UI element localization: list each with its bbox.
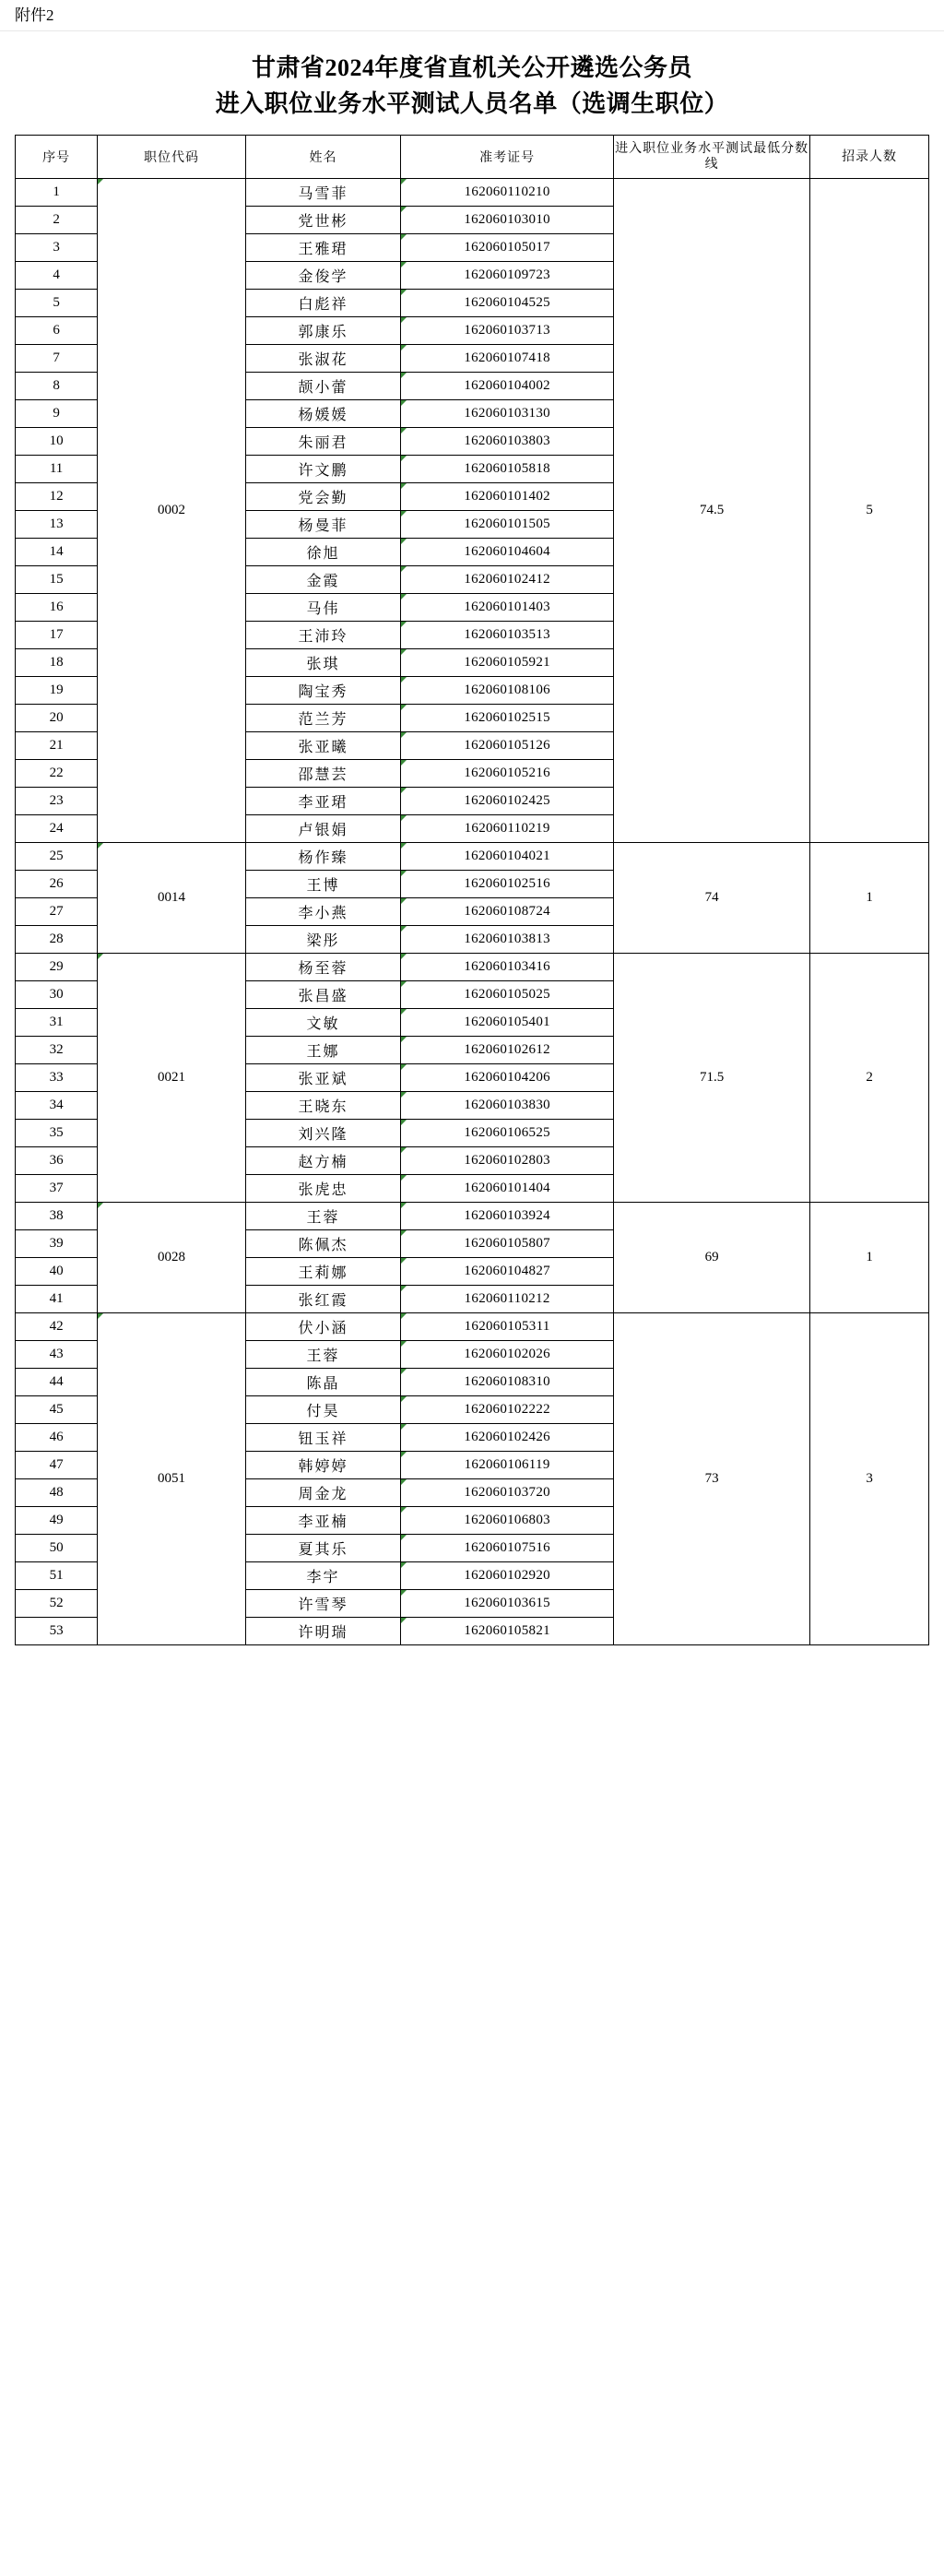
cell-ticket-no: 162060105401 [401,1009,614,1037]
cell-ticket-no: 162060101402 [401,483,614,511]
cell-name: 王雅珺 [245,234,400,262]
cell-seq: 14 [16,539,98,566]
table-body [16,179,929,1645]
cell-error-flag-icon [401,732,407,738]
roster-table-wrap [0,135,944,1656]
cell-error-flag-icon [401,705,407,710]
cell-ticket-no: 162060102426 [401,1424,614,1452]
cell-seq: 44 [16,1369,98,1396]
cell-ticket-no: 162060102222 [401,1396,614,1424]
cell-name: 许明瑞 [245,1618,400,1645]
cell-seq: 22 [16,760,98,788]
header-quota: 招录人数 [810,136,929,179]
cell-name: 党会勤 [245,483,400,511]
cell-ticket-no: 162060105807 [401,1230,614,1258]
cell-min-score: 74 [614,843,810,954]
cell-error-flag-icon [401,179,407,184]
cell-error-flag-icon [401,428,407,433]
cell-name: 朱丽君 [245,428,400,456]
cell-name: 王莉娜 [245,1258,400,1286]
cell-name: 刘兴隆 [245,1120,400,1147]
cell-seq: 38 [16,1203,98,1230]
cell-ticket-no: 162060105311 [401,1313,614,1341]
cell-error-flag-icon [401,843,407,849]
title-line-1: 甘肃省2024年度省直机关公开遴选公务员 [251,54,692,82]
cell-seq: 26 [16,871,98,898]
cell-error-flag-icon [401,1120,407,1125]
cell-position-code: 0021 [98,954,246,1203]
cell-name: 伏小涵 [245,1313,400,1341]
header-seq: 序号 [16,136,98,179]
cell-name: 金霞 [245,566,400,594]
cell-name: 杨曼菲 [245,511,400,539]
cell-seq: 8 [16,373,98,400]
cell-ticket-no: 162060110219 [401,815,614,843]
cell-seq: 42 [16,1313,98,1341]
cell-seq: 23 [16,788,98,815]
cell-name: 赵方楠 [245,1147,400,1175]
cell-ticket-no: 162060103924 [401,1203,614,1230]
cell-name: 金俊学 [245,262,400,290]
roster-table [15,135,929,1645]
cell-seq: 10 [16,428,98,456]
cell-error-flag-icon [401,317,407,323]
cell-name: 张琪 [245,649,400,677]
header-row [16,136,929,179]
cell-min-score: 69 [614,1203,810,1313]
cell-ticket-no: 162060102612 [401,1037,614,1064]
cell-name: 梁彤 [245,926,400,954]
cell-name: 张虎忠 [245,1175,400,1203]
cell-ticket-no: 162060104206 [401,1064,614,1092]
cell-name: 李亚珺 [245,788,400,815]
cell-seq: 1 [16,179,98,207]
cell-error-flag-icon [401,400,407,406]
cell-error-flag-icon [98,179,103,184]
cell-ticket-no: 162060103416 [401,954,614,981]
cell-ticket-no: 162060105216 [401,760,614,788]
cell-error-flag-icon [401,594,407,599]
cell-ticket-no: 162060103010 [401,207,614,234]
cell-seq: 3 [16,234,98,262]
cell-ticket-no: 162060103615 [401,1590,614,1618]
cell-name: 王沛玲 [245,622,400,649]
cell-ticket-no: 162060102516 [401,871,614,898]
cell-error-flag-icon [401,1396,407,1402]
cell-name: 徐旭 [245,539,400,566]
cell-seq: 13 [16,511,98,539]
cell-ticket-no: 162060104525 [401,290,614,317]
cell-error-flag-icon [401,456,407,461]
table-row [16,1203,929,1230]
cell-name: 许文鹏 [245,456,400,483]
cell-error-flag-icon [401,1147,407,1153]
cell-error-flag-icon [401,981,407,987]
cell-seq: 48 [16,1479,98,1507]
cell-ticket-no: 162060103830 [401,1092,614,1120]
cell-name: 党世彬 [245,207,400,234]
cell-name: 李小燕 [245,898,400,926]
cell-ticket-no: 162060106525 [401,1120,614,1147]
cell-error-flag-icon [401,1535,407,1540]
cell-ticket-no: 162060102412 [401,566,614,594]
cell-name: 付昊 [245,1396,400,1424]
cell-quota: 5 [810,179,929,843]
cell-name: 王博 [245,871,400,898]
cell-error-flag-icon [401,1203,407,1208]
cell-error-flag-icon [401,760,407,766]
cell-seq: 49 [16,1507,98,1535]
cell-ticket-no: 162060108106 [401,677,614,705]
cell-error-flag-icon [98,954,103,959]
cell-seq: 20 [16,705,98,732]
cell-seq: 52 [16,1590,98,1618]
cell-seq: 4 [16,262,98,290]
cell-name: 杨作臻 [245,843,400,871]
cell-seq: 35 [16,1120,98,1147]
cell-name: 邵慧芸 [245,760,400,788]
cell-error-flag-icon [401,1452,407,1457]
cell-name: 张淑花 [245,345,400,373]
cell-seq: 21 [16,732,98,760]
cell-ticket-no: 162060102803 [401,1147,614,1175]
cell-min-score: 74.5 [614,179,810,843]
cell-name: 马雪菲 [245,179,400,207]
cell-name: 张红霞 [245,1286,400,1313]
cell-ticket-no: 162060104604 [401,539,614,566]
cell-name: 夏其乐 [245,1535,400,1562]
cell-seq: 15 [16,566,98,594]
cell-quota: 2 [810,954,929,1203]
cell-ticket-no: 162060110210 [401,179,614,207]
cell-name: 张亚斌 [245,1064,400,1092]
cell-seq: 39 [16,1230,98,1258]
cell-seq: 29 [16,954,98,981]
attachment-label: 附件2 [15,6,54,24]
header-name: 姓名 [245,136,400,179]
cell-seq: 9 [16,400,98,428]
cell-name: 周金龙 [245,1479,400,1507]
cell-seq: 53 [16,1618,98,1645]
cell-ticket-no: 162060107516 [401,1535,614,1562]
cell-seq: 7 [16,345,98,373]
cell-ticket-no: 162060109723 [401,262,614,290]
cell-ticket-no: 162060105821 [401,1618,614,1645]
cell-seq: 11 [16,456,98,483]
cell-ticket-no: 162060107418 [401,345,614,373]
cell-name: 杨至蓉 [245,954,400,981]
cell-ticket-no: 162060103513 [401,622,614,649]
cell-ticket-no: 162060106119 [401,1452,614,1479]
cell-name: 韩婷婷 [245,1452,400,1479]
cell-seq: 5 [16,290,98,317]
cell-name: 王蓉 [245,1203,400,1230]
cell-name: 王蓉 [245,1341,400,1369]
cell-seq: 16 [16,594,98,622]
cell-error-flag-icon [401,207,407,212]
cell-position-code: 0002 [98,179,246,843]
table-header [16,136,929,179]
cell-name: 王娜 [245,1037,400,1064]
cell-name: 陈佩杰 [245,1230,400,1258]
cell-seq: 45 [16,1396,98,1424]
cell-error-flag-icon [401,262,407,267]
cell-name: 卢银娟 [245,815,400,843]
cell-ticket-no: 162060102026 [401,1341,614,1369]
cell-error-flag-icon [401,1424,407,1430]
cell-seq: 17 [16,622,98,649]
cell-ticket-no: 162060102425 [401,788,614,815]
cell-seq: 6 [16,317,98,345]
cell-ticket-no: 162060102515 [401,705,614,732]
table-row [16,954,929,981]
cell-seq: 34 [16,1092,98,1120]
cell-error-flag-icon [401,898,407,904]
cell-ticket-no: 162060105025 [401,981,614,1009]
cell-ticket-no: 162060105017 [401,234,614,262]
cell-position-code: 0014 [98,843,246,954]
cell-ticket-no: 162060110212 [401,1286,614,1313]
cell-name: 范兰芳 [245,705,400,732]
cell-error-flag-icon [401,373,407,378]
cell-ticket-no: 162060108724 [401,898,614,926]
cell-ticket-no: 162060103720 [401,1479,614,1507]
cell-error-flag-icon [401,1562,407,1568]
cell-error-flag-icon [401,1009,407,1015]
cell-seq: 33 [16,1064,98,1092]
cell-error-flag-icon [401,1064,407,1070]
table-row [16,1313,929,1341]
cell-seq: 2 [16,207,98,234]
cell-ticket-no: 162060106803 [401,1507,614,1535]
cell-name: 马伟 [245,594,400,622]
cell-min-score: 73 [614,1313,810,1645]
cell-error-flag-icon [401,677,407,683]
cell-ticket-no: 162060105126 [401,732,614,760]
cell-name: 郭康乐 [245,317,400,345]
cell-name: 李亚楠 [245,1507,400,1535]
cell-name: 许雪琴 [245,1590,400,1618]
cell-error-flag-icon [401,788,407,793]
cell-error-flag-icon [401,1175,407,1181]
header-ticket-no: 准考证号 [401,136,614,179]
cell-ticket-no: 162060101403 [401,594,614,622]
cell-seq: 41 [16,1286,98,1313]
cell-error-flag-icon [98,1313,103,1319]
cell-name: 杨媛媛 [245,400,400,428]
attachment-bar [0,0,944,31]
cell-error-flag-icon [98,843,103,849]
cell-position-code: 0051 [98,1313,246,1645]
cell-error-flag-icon [401,1092,407,1098]
cell-error-flag-icon [401,1258,407,1264]
title-line-2: 进入职位业务水平测试人员名单（选调生职位） [215,90,729,118]
cell-quota: 3 [810,1313,929,1645]
cell-name: 文敏 [245,1009,400,1037]
cell-seq: 24 [16,815,98,843]
cell-error-flag-icon [401,1341,407,1347]
cell-ticket-no: 162060104002 [401,373,614,400]
cell-error-flag-icon [401,345,407,350]
cell-name: 钮玉祥 [245,1424,400,1452]
cell-ticket-no: 162060105921 [401,649,614,677]
cell-name: 张亚曦 [245,732,400,760]
cell-name: 白彪祥 [245,290,400,317]
cell-quota: 1 [810,1203,929,1313]
cell-seq: 31 [16,1009,98,1037]
cell-seq: 30 [16,981,98,1009]
cell-seq: 18 [16,649,98,677]
cell-ticket-no: 162060102920 [401,1562,614,1590]
cell-error-flag-icon [401,649,407,655]
cell-name: 颉小蕾 [245,373,400,400]
cell-error-flag-icon [401,539,407,544]
cell-position-code: 0028 [98,1203,246,1313]
cell-ticket-no: 162060101404 [401,1175,614,1203]
cell-name: 张昌盛 [245,981,400,1009]
cell-seq: 19 [16,677,98,705]
cell-seq: 43 [16,1341,98,1369]
cell-ticket-no: 162060103803 [401,428,614,456]
cell-ticket-no: 162060104021 [401,843,614,871]
cell-ticket-no: 162060108310 [401,1369,614,1396]
cell-error-flag-icon [401,483,407,489]
cell-ticket-no: 162060103813 [401,926,614,954]
cell-seq: 32 [16,1037,98,1064]
cell-error-flag-icon [401,234,407,240]
cell-name: 陈晶 [245,1369,400,1396]
cell-seq: 47 [16,1452,98,1479]
cell-seq: 28 [16,926,98,954]
cell-error-flag-icon [401,290,407,295]
header-position-code: 职位代码 [98,136,246,179]
cell-seq: 51 [16,1562,98,1590]
cell-error-flag-icon [401,1507,407,1513]
cell-error-flag-icon [401,926,407,932]
cell-error-flag-icon [401,1037,407,1042]
cell-seq: 46 [16,1424,98,1452]
cell-ticket-no: 162060103713 [401,317,614,345]
cell-error-flag-icon [401,511,407,516]
cell-error-flag-icon [401,1286,407,1291]
cell-error-flag-icon [401,622,407,627]
cell-seq: 12 [16,483,98,511]
cell-error-flag-icon [401,1618,407,1623]
cell-seq: 25 [16,843,98,871]
header-min-score: 进入职位业务水平测试最低分数线 [614,136,810,179]
cell-error-flag-icon [401,815,407,821]
cell-seq: 50 [16,1535,98,1562]
cell-quota: 1 [810,843,929,954]
cell-error-flag-icon [401,1313,407,1319]
cell-error-flag-icon [401,1590,407,1596]
cell-seq: 27 [16,898,98,926]
cell-ticket-no: 162060104827 [401,1258,614,1286]
cell-seq: 36 [16,1147,98,1175]
table-row [16,843,929,871]
cell-seq: 40 [16,1258,98,1286]
cell-error-flag-icon [401,954,407,959]
document-title [0,31,944,135]
cell-name: 王晓东 [245,1092,400,1120]
cell-ticket-no: 162060103130 [401,400,614,428]
cell-ticket-no: 162060101505 [401,511,614,539]
cell-error-flag-icon [401,1479,407,1485]
cell-ticket-no: 162060105818 [401,456,614,483]
table-row [16,179,929,207]
cell-error-flag-icon [401,871,407,876]
cell-name: 李宇 [245,1562,400,1590]
cell-name: 陶宝秀 [245,677,400,705]
cell-error-flag-icon [401,1369,407,1374]
cell-error-flag-icon [401,566,407,572]
cell-min-score: 71.5 [614,954,810,1203]
cell-error-flag-icon [98,1203,103,1208]
cell-seq: 37 [16,1175,98,1203]
cell-error-flag-icon [401,1230,407,1236]
